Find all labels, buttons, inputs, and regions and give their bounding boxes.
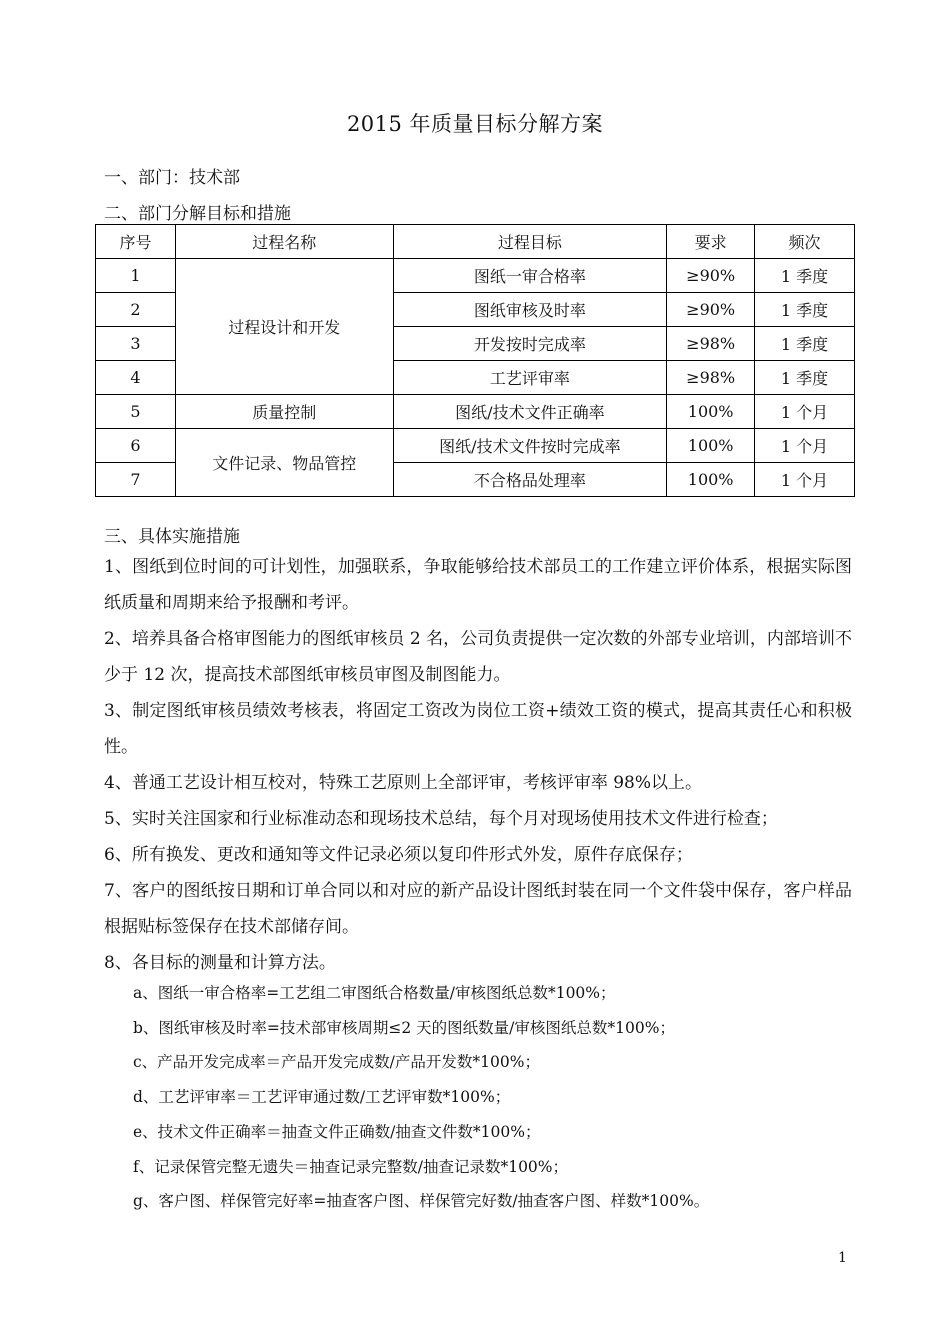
section-goals-heading: 二、部门分解目标和措施 [104, 204, 291, 224]
measure-item: 3、制定图纸审核员绩效考核表，将固定工资改为岗位工资+绩效工资的模式，提高其责任心和积极性。 [104, 701, 852, 757]
measure-item: 8、各目标的测量和计算方法。 [104, 953, 336, 973]
frequency: 1 季度 [755, 293, 855, 327]
process-target: 图纸一审合格率 [393, 259, 667, 293]
measure-item: 5、实时关注国家和行业标准动态和现场技术总结，每个月对现场使用技术文件进行检查； [104, 809, 778, 829]
requirement: ≥98% [667, 361, 755, 395]
formula-item: b、图纸审核及时率=技术部审核周期≤2 天的图纸数量/审核图纸总数*100%； [133, 1019, 675, 1037]
header-no: 序号 [96, 225, 176, 259]
header-process-target: 过程目标 [393, 225, 667, 259]
process-name: 过程设计和开发 [175, 259, 393, 395]
process-target: 工艺评审率 [393, 361, 667, 395]
requirement: ≥98% [667, 327, 755, 361]
header-requirement: 要求 [667, 225, 755, 259]
formula-item: f、记录保管完整无遗失＝抽查记录完整数/抽查记录数*100%； [133, 1158, 569, 1176]
formula-item: g、客户图、样保管完好率=抽查客户图、样保管完好数/抽查客户图、样数*100%。 [133, 1192, 710, 1210]
measure-item: 2、培养具备合格审图能力的图纸审核员 2 名，公司负责提供一定次数的外部专业培训，内部培训不少于 12 次，提高技术部图纸审核员审图及制图能力。 [104, 629, 852, 685]
requirement: ≥90% [667, 259, 755, 293]
row-no: 6 [96, 429, 176, 463]
frequency: 1 个月 [755, 463, 855, 497]
row-no: 4 [96, 361, 176, 395]
requirement: 100% [667, 429, 755, 463]
requirement: 100% [667, 463, 755, 497]
formula-item: d、工艺评审率＝工艺评审通过数/工艺评审数*100%； [133, 1088, 511, 1106]
frequency: 1 季度 [755, 259, 855, 293]
section-department: 一、部门：技术部 [104, 168, 240, 188]
row-no: 2 [96, 293, 176, 327]
process-name: 文件记录、物品管控 [175, 429, 393, 497]
row-no: 5 [96, 395, 176, 429]
measure-item: 1、图纸到位时间的可计划性，加强联系，争取能够给技术部员工的工作建立评价体系，根据实际图纸质量和周期来给予报酬和考评。 [104, 557, 852, 613]
requirement: ≥90% [667, 293, 755, 327]
row-no: 3 [96, 327, 176, 361]
frequency: 1 季度 [755, 327, 855, 361]
frequency: 1 季度 [755, 361, 855, 395]
process-target: 图纸审核及时率 [393, 293, 667, 327]
header-frequency: 频次 [755, 225, 855, 259]
document-title: 2015 年质量目标分解方案 [346, 112, 604, 136]
process-target: 不合格品处理率 [393, 463, 667, 497]
table-row [96, 395, 855, 429]
row-no: 1 [96, 259, 176, 293]
measure-item: 7、客户的图纸按日期和订单合同以和对应的新产品设计图纸封装在同一个文件袋中保存，客户样品根据贴标签保存在技术部储存间。 [104, 881, 852, 937]
measure-item: 6、所有换发、更改和通知等文件记录必须以复印件形式外发，原件存底保存； [104, 845, 693, 865]
page-number: 1 [838, 1250, 847, 1266]
formula-item: a、图纸一审合格率=工艺组二审图纸合格数量/审核图纸总数*100%； [133, 984, 616, 1002]
table-header-row [96, 225, 855, 259]
process-target: 开发按时完成率 [393, 327, 667, 361]
row-no: 7 [96, 463, 176, 497]
requirement: 100% [667, 395, 755, 429]
process-target: 图纸/技术文件按时完成率 [393, 429, 667, 463]
process-name: 质量控制 [175, 395, 393, 429]
measure-item: 4、普通工艺设计相互校对，特殊工艺原则上全部评审，考核评审率 98%以上。 [104, 773, 703, 793]
header-process-name: 过程名称 [175, 225, 393, 259]
frequency: 1 个月 [755, 395, 855, 429]
formula-item: c、产品开发完成率＝产品开发完成数/产品开发数*100%； [133, 1053, 540, 1071]
goals-table [95, 224, 855, 497]
formula-item: e、技术文件正确率＝抽查文件正确数/抽查文件数*100%； [133, 1123, 541, 1141]
table-row [96, 429, 855, 463]
process-target: 图纸/技术文件正确率 [393, 395, 667, 429]
frequency: 1 个月 [755, 429, 855, 463]
table-row [96, 259, 855, 293]
section-measures-heading: 三、具体实施措施 [104, 527, 240, 547]
